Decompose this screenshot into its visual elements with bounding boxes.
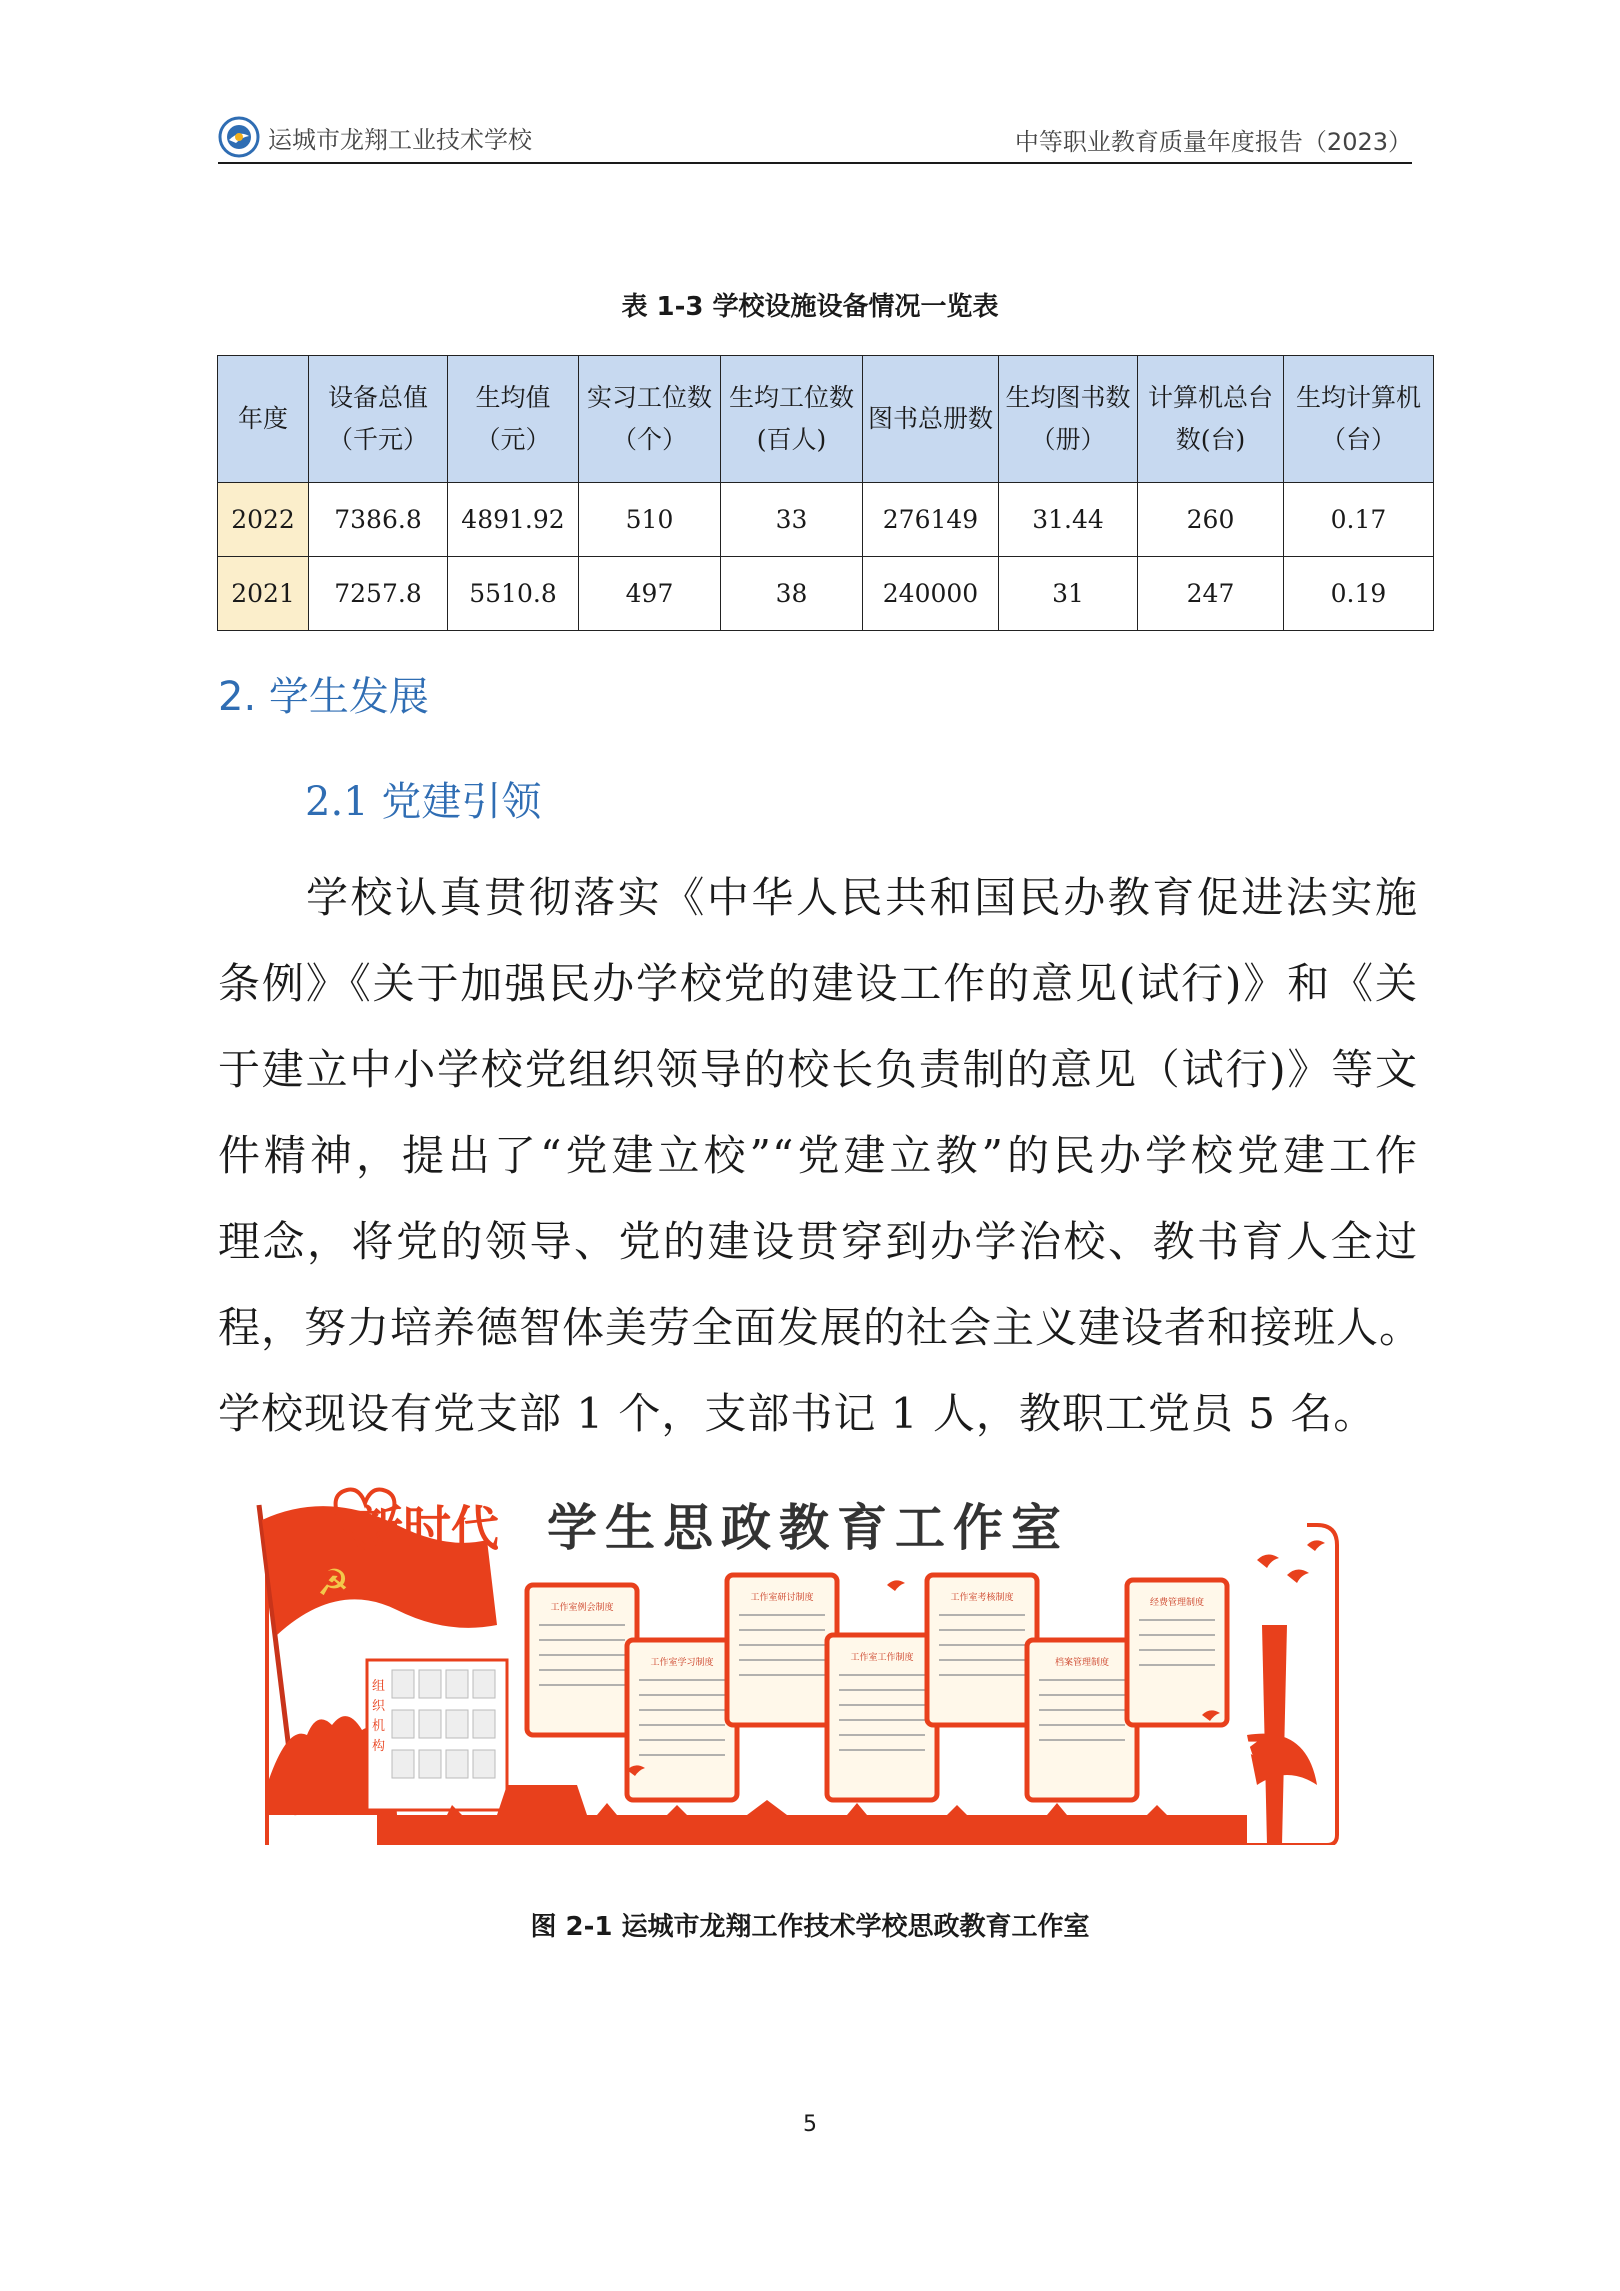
table-cell: 5510.8 bbox=[448, 557, 579, 631]
panel-title: 工作室考核制度 bbox=[950, 1593, 1014, 1603]
report-title: 中等职业教育质量年度报告（2023） bbox=[1014, 128, 1412, 156]
page-header bbox=[218, 112, 1412, 164]
table-cell: 38 bbox=[721, 557, 863, 631]
org-chart-title: 组织机构 bbox=[372, 1679, 386, 1754]
col-header-computer-total: 计算机总台数(台) bbox=[1138, 356, 1284, 483]
paragraph-line: 于建立中小学校党组织领导的校长负责制的意见（试行)》等文 bbox=[218, 1045, 1418, 1094]
paragraph-line: 理念，将党的领导、党的建设贯穿到办学治校、教书育人全过 bbox=[218, 1217, 1418, 1266]
figure-caption: 图 2-1 运城市龙翔工作技术学校思政教育工作室 bbox=[530, 1912, 1090, 1942]
paragraph-line: 学校现设有党支部 1 个，支部书记 1 人，教职工党员 5 名。 bbox=[218, 1389, 1377, 1438]
col-header-training-stations: 实习工位数（个） bbox=[579, 356, 721, 483]
table-row bbox=[218, 483, 1434, 557]
panel-title: 工作室工作制度 bbox=[850, 1653, 914, 1663]
col-header-year: 年度 bbox=[218, 356, 309, 483]
body-paragraph bbox=[218, 855, 1423, 1457]
panel-6 bbox=[1027, 1640, 1137, 1800]
table-cell: 33 bbox=[721, 483, 863, 557]
col-header-books-per-student: 生均图书数（册） bbox=[999, 356, 1138, 483]
panel-title: 档案管理制度 bbox=[1054, 1658, 1110, 1668]
star-icon: ★ bbox=[1232, 1728, 1259, 1763]
workroom-wall-illustration bbox=[247, 1485, 1347, 1845]
col-header-book-total: 图书总册数 bbox=[863, 356, 999, 483]
table-cell: 31 bbox=[999, 557, 1138, 631]
table-row bbox=[218, 557, 1434, 631]
subsection-heading: 2.1 党建引领 bbox=[305, 779, 542, 825]
hammer-sickle-icon: ☭ bbox=[317, 1563, 350, 1604]
banner-title-dark: 学生思政教育工作室 bbox=[547, 1499, 1069, 1557]
col-header-per-student-value: 生均值（元） bbox=[448, 356, 579, 483]
workroom-photo bbox=[247, 1485, 1347, 1845]
table-cell: 7386.8 bbox=[309, 483, 448, 557]
table-cell: 247 bbox=[1138, 557, 1284, 631]
cell-year: 2021 bbox=[218, 557, 309, 631]
table-cell: 276149 bbox=[863, 483, 999, 557]
table-cell: 0.17 bbox=[1284, 483, 1434, 557]
header-left bbox=[218, 116, 532, 158]
cell-year: 2022 bbox=[218, 483, 309, 557]
col-header-computers-per-student: 生均计算机（台） bbox=[1284, 356, 1434, 483]
panel-title: 经费管理制度 bbox=[1149, 1598, 1205, 1608]
table-caption: 表 1-3 学校设施设备情况一览表 bbox=[621, 292, 999, 322]
table-cell: 497 bbox=[579, 557, 721, 631]
school-name: 运城市龙翔工业技术学校 bbox=[268, 125, 532, 154]
panel-7 bbox=[1127, 1580, 1227, 1725]
table-cell: 31.44 bbox=[999, 483, 1138, 557]
table-cell: 240000 bbox=[863, 557, 999, 631]
table-cell: 510 bbox=[579, 483, 721, 557]
col-header-equipment-value: 设备总值（千元） bbox=[309, 356, 448, 483]
banner-title-red: 新时代 bbox=[355, 1501, 500, 1557]
section-heading: 2. 学生发展 bbox=[218, 674, 429, 720]
table-header-row bbox=[218, 356, 1434, 483]
panel-title: 工作室例会制度 bbox=[550, 1603, 614, 1613]
panel-1 bbox=[527, 1585, 637, 1735]
panel-5 bbox=[927, 1575, 1037, 1725]
table-cell: 0.19 bbox=[1284, 557, 1434, 631]
panel-title: 工作室研讨制度 bbox=[750, 1593, 814, 1603]
school-logo-icon bbox=[218, 116, 260, 158]
tiananmen-icon bbox=[497, 1785, 587, 1815]
table-cell: 4891.92 bbox=[448, 483, 579, 557]
table-cell: 260 bbox=[1138, 483, 1284, 557]
panel-4 bbox=[827, 1635, 937, 1800]
page-number: 5 bbox=[803, 2112, 817, 2137]
col-header-stations-per-hundred: 生均工位数(百人) bbox=[721, 356, 863, 483]
panel-title: 工作室学习制度 bbox=[650, 1658, 714, 1668]
paragraph-line: 学校认真贯彻落实《中华人民共和国民办教育促进法实施 bbox=[306, 873, 1418, 922]
table-cell: 7257.8 bbox=[309, 557, 448, 631]
panel-3 bbox=[727, 1575, 837, 1725]
paragraph-line: 条例》《关于加强民办学校党的建设工作的意见(试行)》和《关 bbox=[218, 959, 1418, 1008]
panel-2 bbox=[627, 1640, 737, 1800]
paragraph-line: 件精神，提出了“党建立校”“党建立教”的民办学校党建工作 bbox=[218, 1131, 1418, 1180]
equipment-table bbox=[217, 355, 1434, 631]
paragraph-line: 程，努力培养德智体美劳全面发展的社会主义建设者和接班人。 bbox=[218, 1303, 1423, 1352]
